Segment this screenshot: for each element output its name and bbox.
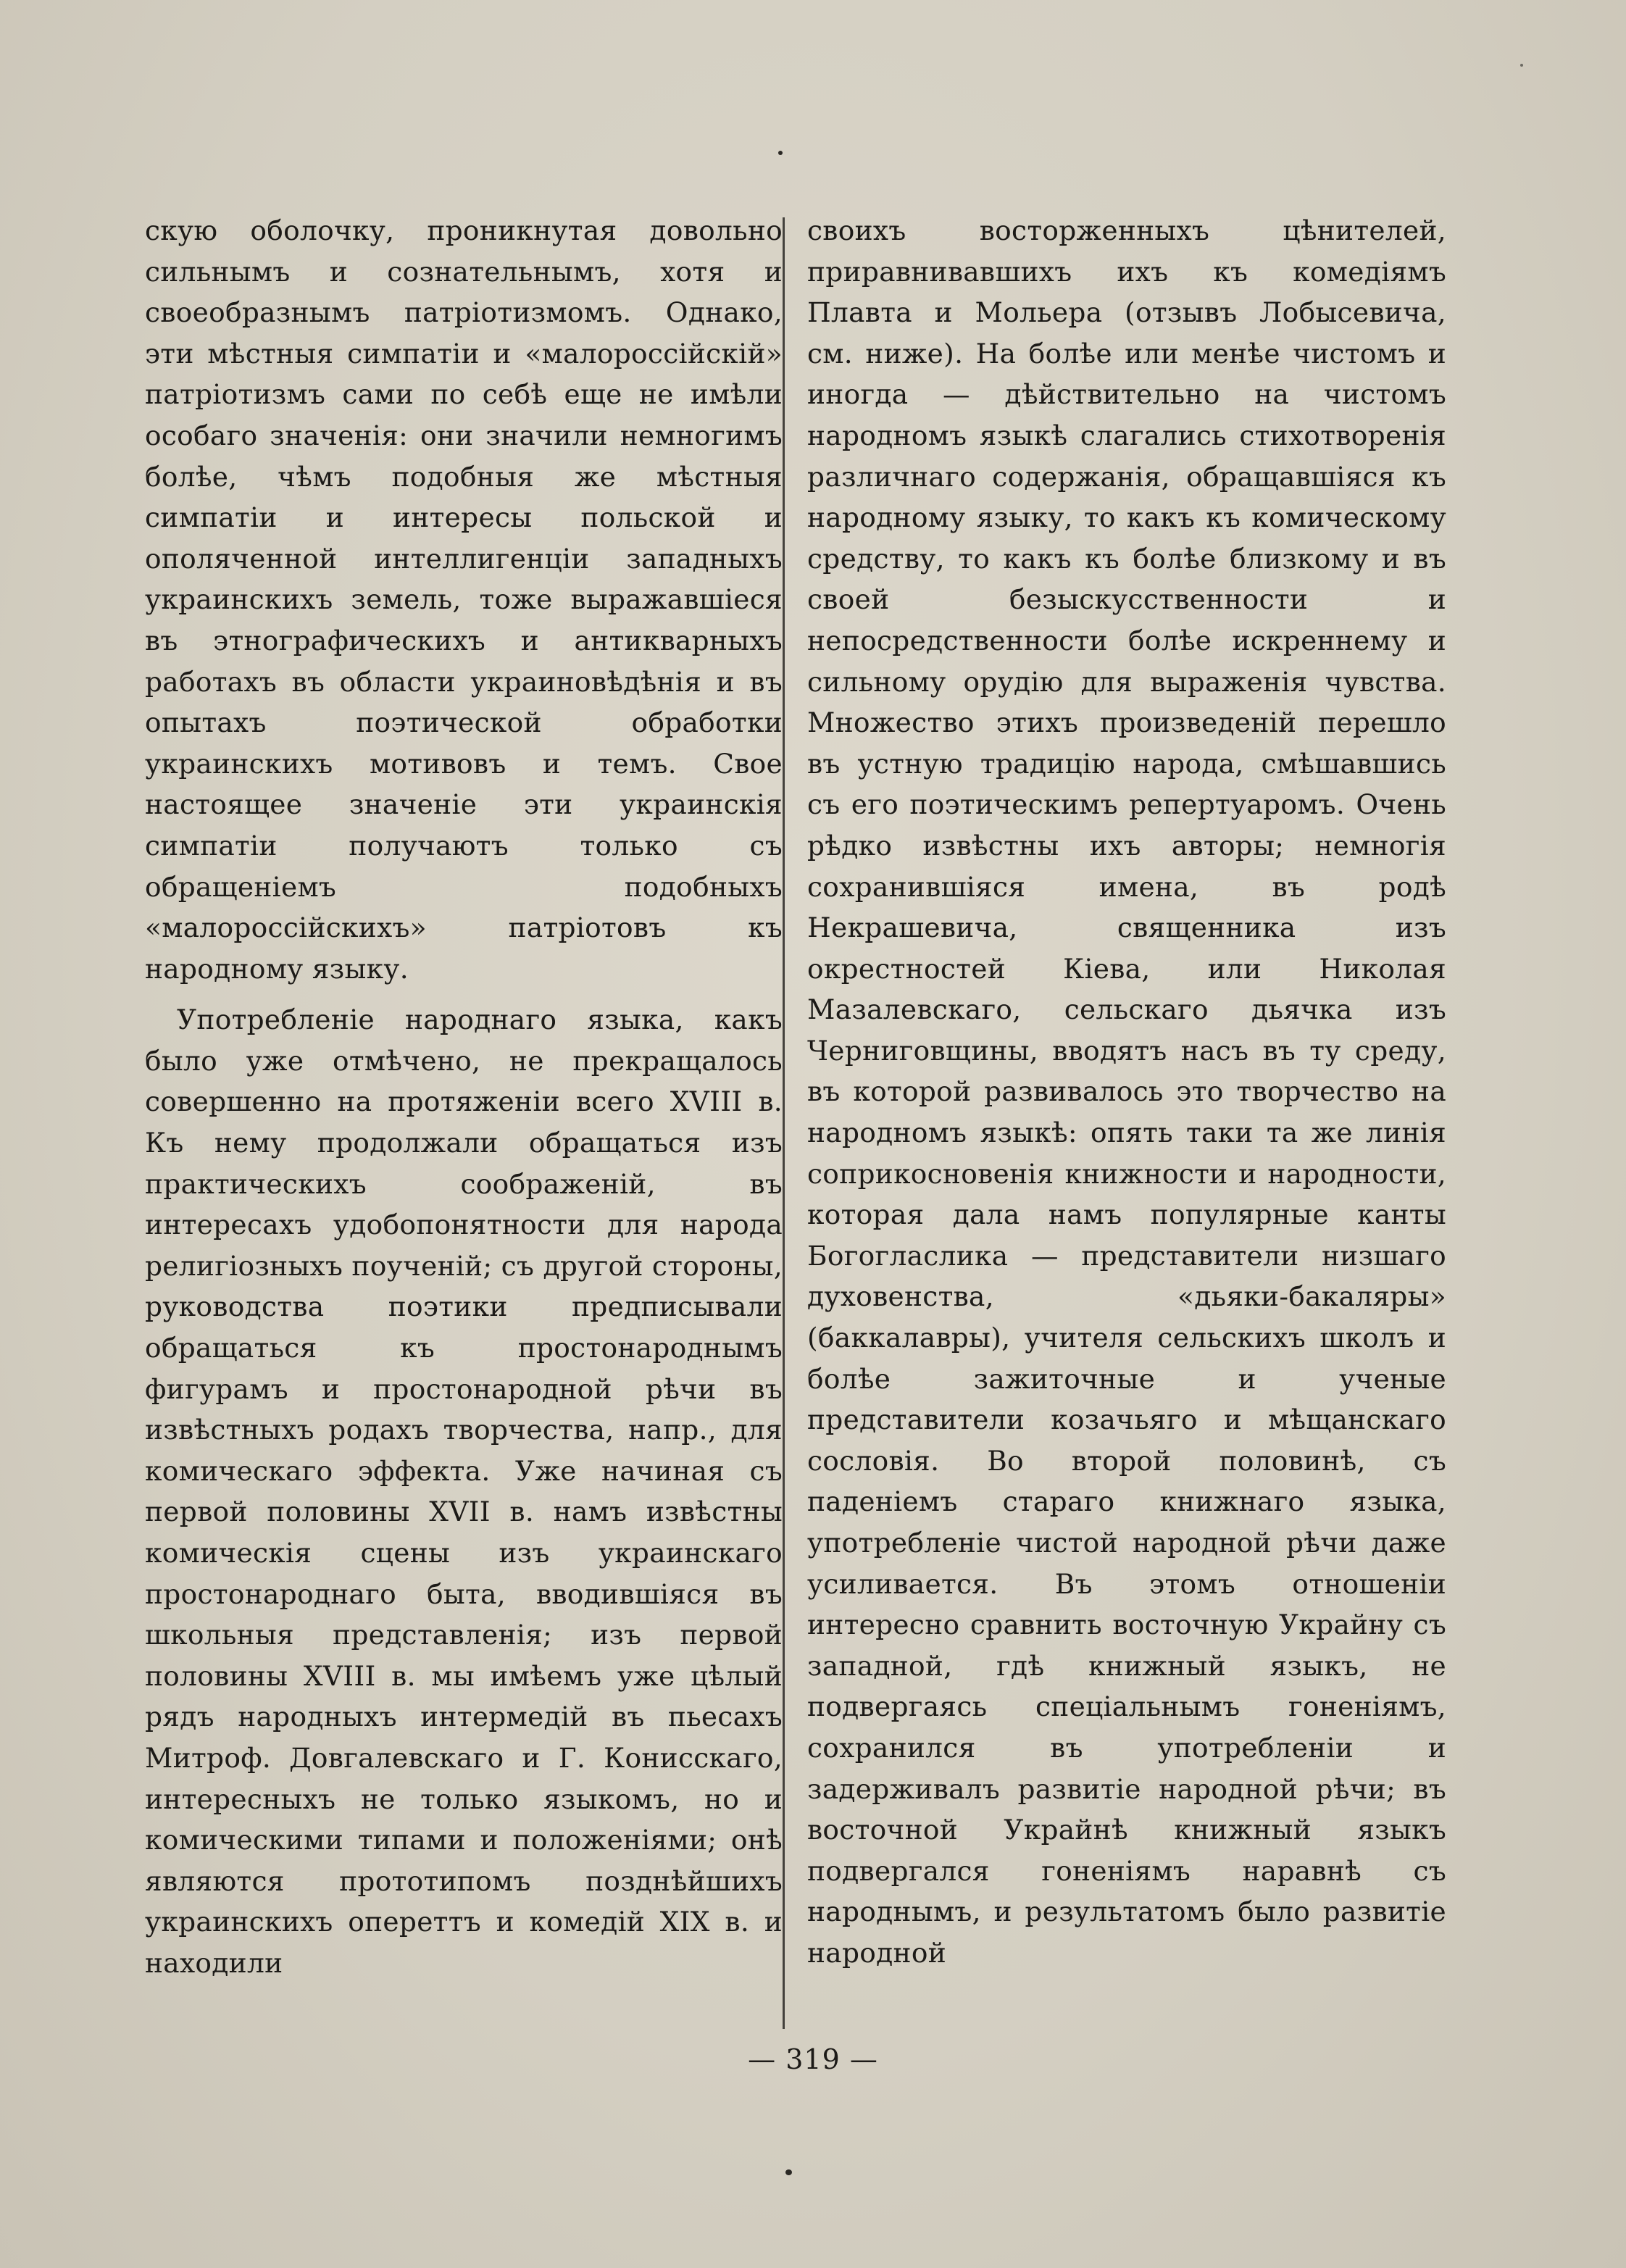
ink-speck	[1520, 64, 1523, 67]
left-paragraph-1: скую оболочку, проникнутая довольно сильнымъ и сознательнымъ, хотя и своеобразнымъ патріотизмомъ. Однако, эти мѣстныя симпатіи и «малороссійскій» патріотизмъ сами по себѣ еще не имѣли особаго значенія: они значили немногимъ болѣе, чѣмъ подобныя же мѣстныя симпатіи и интересы польской и ополяченной интеллигенціи западныхъ украинскихъ земель, тоже выражавшіеся въ этнографическихъ и антикварныхъ работахъ въ области украиновѣдѣнія и въ опытахъ поэтической обработки украинскихъ мотивовъ и темъ. Свое настоящее значеніе эти украинскія симпатіи получаютъ только съ обращеніемъ подобныхъ «малороссійскихъ» патріотовъ къ народному языку.	[145, 214, 783, 985]
page-number: — 319 —	[748, 2043, 878, 2075]
column-divider	[783, 217, 785, 2029]
ink-speck	[785, 2169, 792, 2175]
ink-speck	[778, 151, 783, 155]
left-column	[145, 210, 783, 1984]
left-paragraph-2: Употребленіе народнаго языка, какъ было уже отмѣчено, не прекращалось совершенно на протяженіи всего XVIII в. Къ нему продолжали обращаться изъ практическихъ соображеній, въ интересахъ удобопонятности для народа религіозныхъ поученій; съ другой стороны, руководства поэтики предписывали обращаться къ простонароднымъ фигурамъ и простонародной рѣчи въ извѣстныхъ родахъ творчества, напр., для комическаго эффекта. Уже начиная съ первой половины XVII в. намъ извѣстны комическія сцены изъ украинскаго простонароднаго быта, вводившіяся въ школьныя представленія; изъ первой половины XVIII в. мы имѣемъ уже цѣлый рядъ народныхъ интермедій въ пьесахъ Митроф. Довгалевскаго и Г. Конисскаго, интересныхъ не только языкомъ, но и комическими типами и положеніями; онѣ являются прототипомъ позднѣйшихъ украинскихъ опереттъ и комедій XIX в. и находили	[145, 1004, 783, 1979]
right-column	[807, 210, 1446, 1974]
right-paragraph-1: своихъ восторженныхъ цѣнителей, приравнивавшихъ ихъ къ комедіямъ Плавта и Мольера (отзывъ Лобысевича, см. ниже). На болѣе или менѣе чистомъ и иногда — дѣйствительно на чистомъ народномъ языкѣ слагались стихотворенія различнаго содержанія, обращавшіяся къ народному языку, то какъ къ комическому средству, то какъ къ болѣе близкому и въ своей безыскусственности и непосредственности болѣе искреннему и сильному орудію для выраженія чувства. Множество этихъ произведеній перешло въ устную традицію народа, смѣшавшись съ его поэтическимъ репертуаромъ. Очень рѣдко извѣстны ихъ авторы; немногія сохранившіяся имена, въ родѣ Некрашевича, священника изъ окрестностей Кіева, или Николая Мазалевскаго, сельскаго дьячка изъ Черниговщины, вводятъ насъ въ ту среду, въ которой развивалось это творчество на народномъ языкѣ: опять таки та же линія соприкосновенія книжности и народности, которая дала намъ популярные канты Богогласлика — представители низшаго духовенства, «дьяки-бакаляры» (баккалавры), учителя сельскихъ школъ и болѣе зажиточные и ученые представители козачьяго и мѣщанскаго сословія. Во второй половинѣ, съ паденіемъ стараго книжнаго языка, употребленіе чистой народной рѣчи даже усиливается. Въ этомъ отношеніи интересно сравнить восточную Украйну съ западной, гдѣ книжный языкъ, не подвергаясь спеціальнымъ гоненіямъ, сохранился въ употребленіи и задерживалъ развитіе народной рѣчи; въ восточной Украйнѣ книжный языкъ подвергался гоненіямъ наравнѣ съ народнымъ, и результатомъ было развитіе народной	[807, 214, 1446, 1969]
